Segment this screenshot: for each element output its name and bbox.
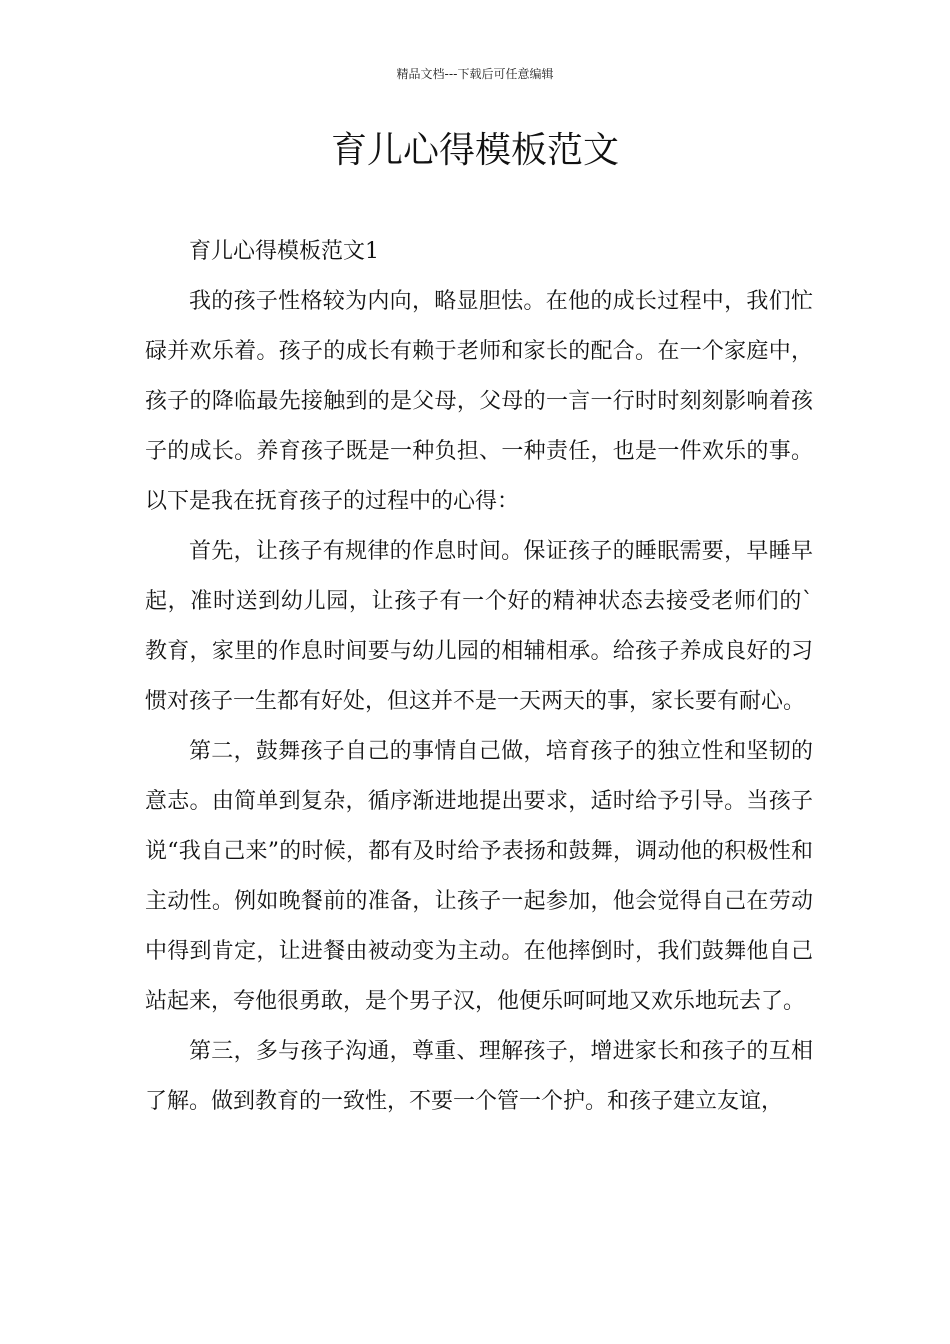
page-header-note: 精品文档---下载后可任意编辑 (396, 67, 554, 81)
paragraph-third: 第三，多与孩子沟通，尊重、理解孩子，增进家长和孩子的互相了解。做到教育的一致性，不要一个管一个护。和孩子建立友谊， (145, 1039, 813, 1114)
document-body (145, 227, 813, 1127)
document-title: 育儿心得模板范文 (330, 130, 619, 171)
paragraph-intro: 我的孩子性格较为内向，略显胆怯。在他的成长过程中，我们忙碌并欢乐着。孩子的成长有赖于老师和家长的配合。在一个家庭中，孩子的降临最先接触到的是父母，父母的一言一行时时刻刻影响着孩子的成长。养育孩子既是一种负担、一种责任，也是一件欢乐的事。以下是我在抚育孩子的过程中的心得： (145, 289, 813, 514)
paragraph-second: 第二，鼓舞孩子自己的事情自己做，培育孩子的独立性和坚韧的意志。由简单到复杂，循序渐进地提出要求，适时给予引导。当孩子说“我自己来”的时候，都有及时给予表扬和鼓舞，调动他的积极性和主动性。例如晚餐前的准备，让孩子一起参加，他会觉得自己在劳动中得到肯定，让进餐由被动变为主动。在他摔倒时，我们鼓舞他自己站起来，夸他很勇敢，是个男子汉，他便乐呵呵地又欢乐地玩去了。 (145, 739, 813, 1014)
paragraph-first: 首先，让孩子有规律的作息时间。保证孩子的睡眠需要，早睡早起，准时送到幼儿园，让孩子有一个好的精神状态去接受老师们的`教育，家里的作息时间要与幼儿园的相辅相承。给孩子养成良好的习惯对孩子一生都有好处，但这并不是一天两天的事，家长要有耐心。 (145, 539, 813, 714)
section-heading: 育儿心得模板范文1 (189, 239, 379, 264)
